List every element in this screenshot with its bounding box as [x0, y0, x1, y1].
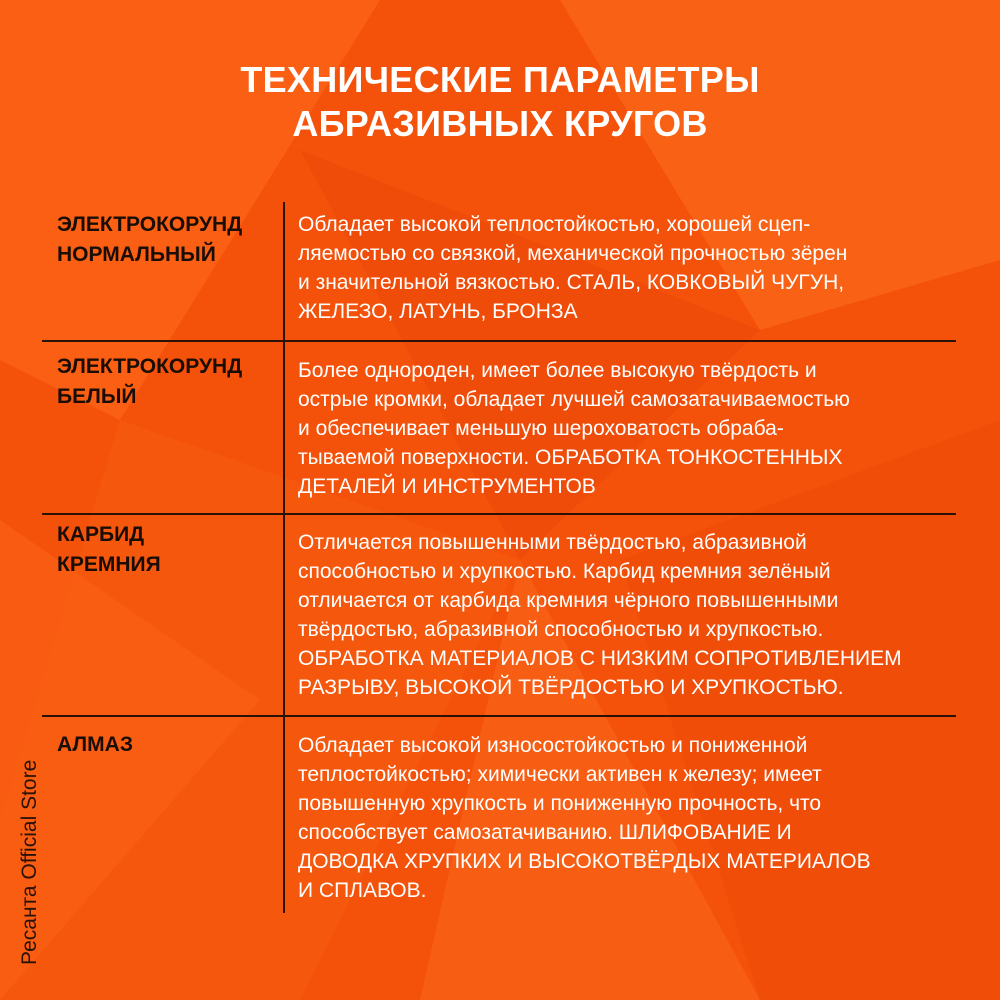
title-line-2: АБРАЗИВНЫХ КРУГОВ [292, 103, 708, 144]
title-line-1: ТЕХНИЧЕСКИЕ ПАРАМЕТРЫ [240, 59, 760, 100]
desc-line: отличается от карбида кремния чёрного повышенными [298, 589, 839, 612]
row-divider-2 [42, 513, 956, 515]
term-diamond [57, 730, 277, 760]
desc-line: тываемой поверхности. ОБРАБОТКА ТОНКОСТЕННЫХ [298, 446, 843, 469]
desc-line: Более однороден, имеет более высокую твёрдость и [298, 359, 817, 382]
row-divider-3 [42, 715, 956, 717]
term-line: АЛМАЗ [57, 733, 133, 756]
term-normal-electrocorundum [57, 210, 277, 270]
term-line: БЕЛЫЙ [57, 385, 137, 408]
desc-line: повышенную хрупкость и пониженную прочность, что [298, 792, 822, 815]
desc-line: способствует самозатачиванию. ШЛИФОВАНИЕ И [298, 821, 792, 844]
term-line: НОРМАЛЬНЫЙ [57, 243, 216, 266]
desc-line: Обладает высокой износостойкостью и пониженной [298, 734, 808, 757]
desc-line: Обладает высокой теплостойкостью, хорошей сцеп- [298, 213, 811, 236]
desc-line: Отличается повышенными твёрдостью, абразивной [298, 531, 807, 554]
column-divider [283, 202, 285, 913]
store-watermark: Ресанта Official Store [18, 759, 41, 965]
term-line: ЭЛЕКТРОКОРУНД [57, 355, 243, 378]
desc-line: и обеспечивает меньшую шероховатость обраба- [298, 417, 784, 440]
page-title [0, 58, 1000, 146]
desc-line: И СПЛАВОВ. [298, 879, 427, 902]
desc-white-electrocorundum [298, 356, 978, 501]
desc-line: теплостойкостью; химически активен к железу; имеет [298, 763, 822, 786]
term-silicon-carbide [57, 520, 277, 580]
term-line: КРЕМНИЯ [57, 553, 161, 576]
term-line: ЭЛЕКТРОКОРУНД [57, 213, 243, 236]
desc-line: ЖЕЛЕЗО, ЛАТУНЬ, БРОНЗА [298, 300, 578, 323]
desc-line: острые кромки, обладает лучшей самозатачиваемостью [298, 388, 850, 411]
desc-line: твёрдостью, абразивной способностью и хрупкостью. [298, 618, 824, 641]
term-line: КАРБИД [57, 523, 145, 546]
desc-diamond [298, 731, 978, 905]
desc-line: ДЕТАЛЕЙ И ИНСТРУМЕНТОВ [298, 475, 596, 498]
desc-line: и значительной вязкостью. СТАЛЬ, КОВКОВЫЙ ЧУГУН, [298, 271, 845, 294]
desc-silicon-carbide [298, 528, 978, 702]
row-divider-1 [42, 340, 956, 342]
desc-line: ДОВОДКА ХРУПКИХ И ВЫСОКОТВЁРДЫХ МАТЕРИАЛОВ [298, 850, 871, 873]
desc-line: ОБРАБОТКА МАТЕРИАЛОВ С НИЗКИМ СОПРОТИВЛЕНИЕМ [298, 647, 902, 670]
desc-normal-electrocorundum [298, 210, 978, 326]
desc-line: способностью и хрупкостью. Карбид кремния зелёный [298, 560, 831, 583]
term-white-electrocorundum [57, 352, 277, 412]
desc-line: ляемостью со связкой, механической прочностью зёрен [298, 242, 848, 265]
desc-line: РАЗРЫВУ, ВЫСОКОЙ ТВЁРДОСТЬЮ И ХРУПКОСТЬЮ. [298, 676, 844, 699]
